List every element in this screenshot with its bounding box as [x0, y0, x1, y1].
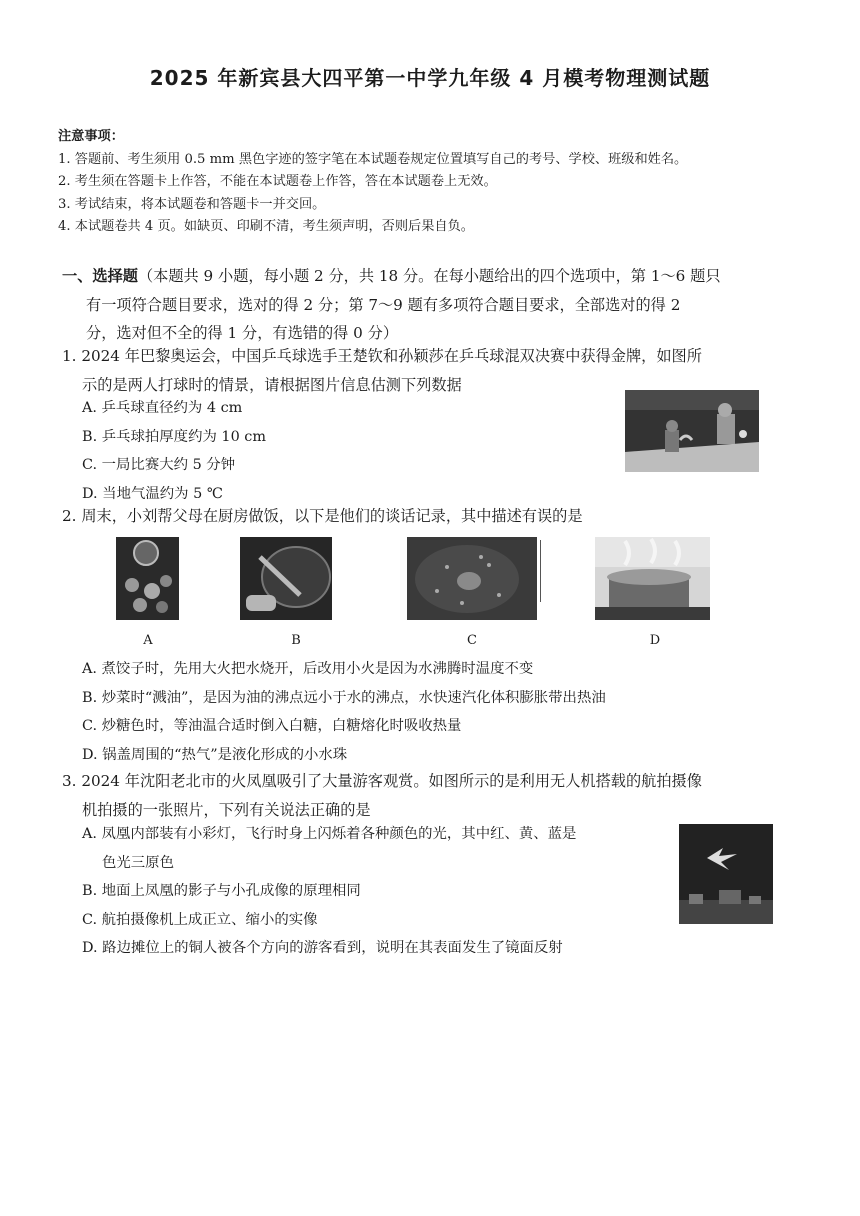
option-a: A. 乒乓球直径约为 4 cm: [82, 400, 243, 416]
option-d: D. 锅盖周围的“热气”是液化形成的小水珠: [82, 746, 348, 763]
option-d: D. 路边摊位上的铜人被各个方向的游客看到，说明在其表面发生了镜面反射: [82, 940, 563, 956]
option-b: B. 炒菜时“溅油”，是因为油的沸点远小于水的沸点，水快速汽化体积膨胀带出热油: [82, 689, 606, 706]
question-stem: 1. 2024 年巴黎奥运会，中国乒乓球选手王楚钦和孙颖莎在乒乓球混双决赛中获得金牌，如图所: [62, 347, 702, 365]
photo-d-pot: [595, 537, 710, 620]
section-desc-line: 分，选对但不全的得 1 分，有选错的得 0 分）: [86, 324, 399, 342]
photo-c-sugar: [407, 537, 537, 620]
option-a: A. 凤凰内部装有小彩灯，飞行时身上闪烁着各种颜色的光，其中红、黄、蓝是: [82, 826, 577, 842]
option-c: C. 一局比赛大约 5 分钟: [82, 457, 236, 473]
phoenix-photo: [679, 824, 773, 924]
option-c: C. 炒糖色时，等油温合适时倒入白糖，白糖熔化时吸收热量: [82, 718, 462, 734]
note-item: 3. 考试结束，将本试题卷和答题卡一并交回。: [58, 196, 326, 212]
caption-d: D: [649, 633, 661, 648]
table-tennis-photo: [625, 390, 759, 472]
caption-b: B: [291, 633, 301, 648]
option-a-cont: 色光三原色: [102, 854, 174, 871]
option-b: B. 地面上凤凰的影子与小孔成像的原理相同: [82, 883, 361, 899]
photo-b-frying: [240, 537, 332, 620]
option-b: B. 乒乓球拍厚度约为 10 cm: [82, 428, 267, 445]
question-stem: 机拍摄的一张照片，下列有关说法正确的是: [82, 800, 371, 819]
section-header: [62, 262, 802, 348]
table-tennis-illustration: [625, 390, 759, 472]
question-stem: 示的是两人打球时的情景，请根据图片信息估测下列数据: [82, 375, 462, 394]
notes-heading: 注意事项：: [58, 129, 124, 144]
note-item: 1. 答题前、考生须用 0.5 mm 黑色字迹的签字笔在本试题卷规定位置填写自己的考号、学校、班级和姓名。: [58, 151, 688, 167]
note-item: 4. 本试题卷共 4 页。如缺页、印刷不清，考生须声明，否则后果自负。: [58, 219, 474, 235]
question-stem: 3. 2024 年沈阳老北市的火凤凰吸引了大量游客观赏。如图所示的是利用无人机搭载的航拍摄像: [62, 772, 702, 790]
sugar-illustration: [407, 537, 537, 620]
section-desc-line: （本题共 9 小题，每小题 2 分，共 18 分。在每小题给出的四个选项中，第 1～6 题只: [137, 267, 721, 285]
question-2: 2. 周末，小刘帮父母在厨房做饭，以下是他们的谈话记录，其中描述有误的是: [62, 507, 583, 525]
section-label: 一、选择题: [62, 267, 138, 285]
q3-options: [82, 820, 576, 963]
notes-block: [58, 126, 818, 239]
question-3: [62, 767, 782, 824]
dumplings-illustration: [116, 537, 179, 620]
q1-options: [82, 394, 266, 508]
pot-steam-illustration: [595, 537, 710, 620]
caption-c: C: [467, 633, 477, 648]
option-d: D. 当地气温约为 5 ℃: [82, 485, 223, 502]
section-desc-line: 有一项符合题目要求，选对的得 2 分；第 7～9 题有多项符合题目要求，全部选对的得 2: [86, 295, 681, 314]
photo-a-dumplings: [116, 537, 179, 620]
q2-options: [82, 655, 606, 769]
note-item: 2. 考生须在答题卡上作答，不能在本试题卷上作答，答在本试题卷上无效。: [58, 174, 497, 190]
scan-artifact: [540, 540, 541, 602]
option-a: A. 煮饺子时，先用大火把水烧开，后改用小火是因为水沸腾时温度不变: [82, 661, 534, 677]
frying-illustration: [240, 537, 332, 620]
caption-a: A: [143, 633, 153, 648]
option-c: C. 航拍摄像机上成正立、缩小的实像: [82, 911, 318, 928]
exam-title: 2025 年新宾县大四平第一中学九年级 4 月模考物理测试题: [149, 66, 711, 90]
phoenix-illustration: [679, 824, 773, 924]
